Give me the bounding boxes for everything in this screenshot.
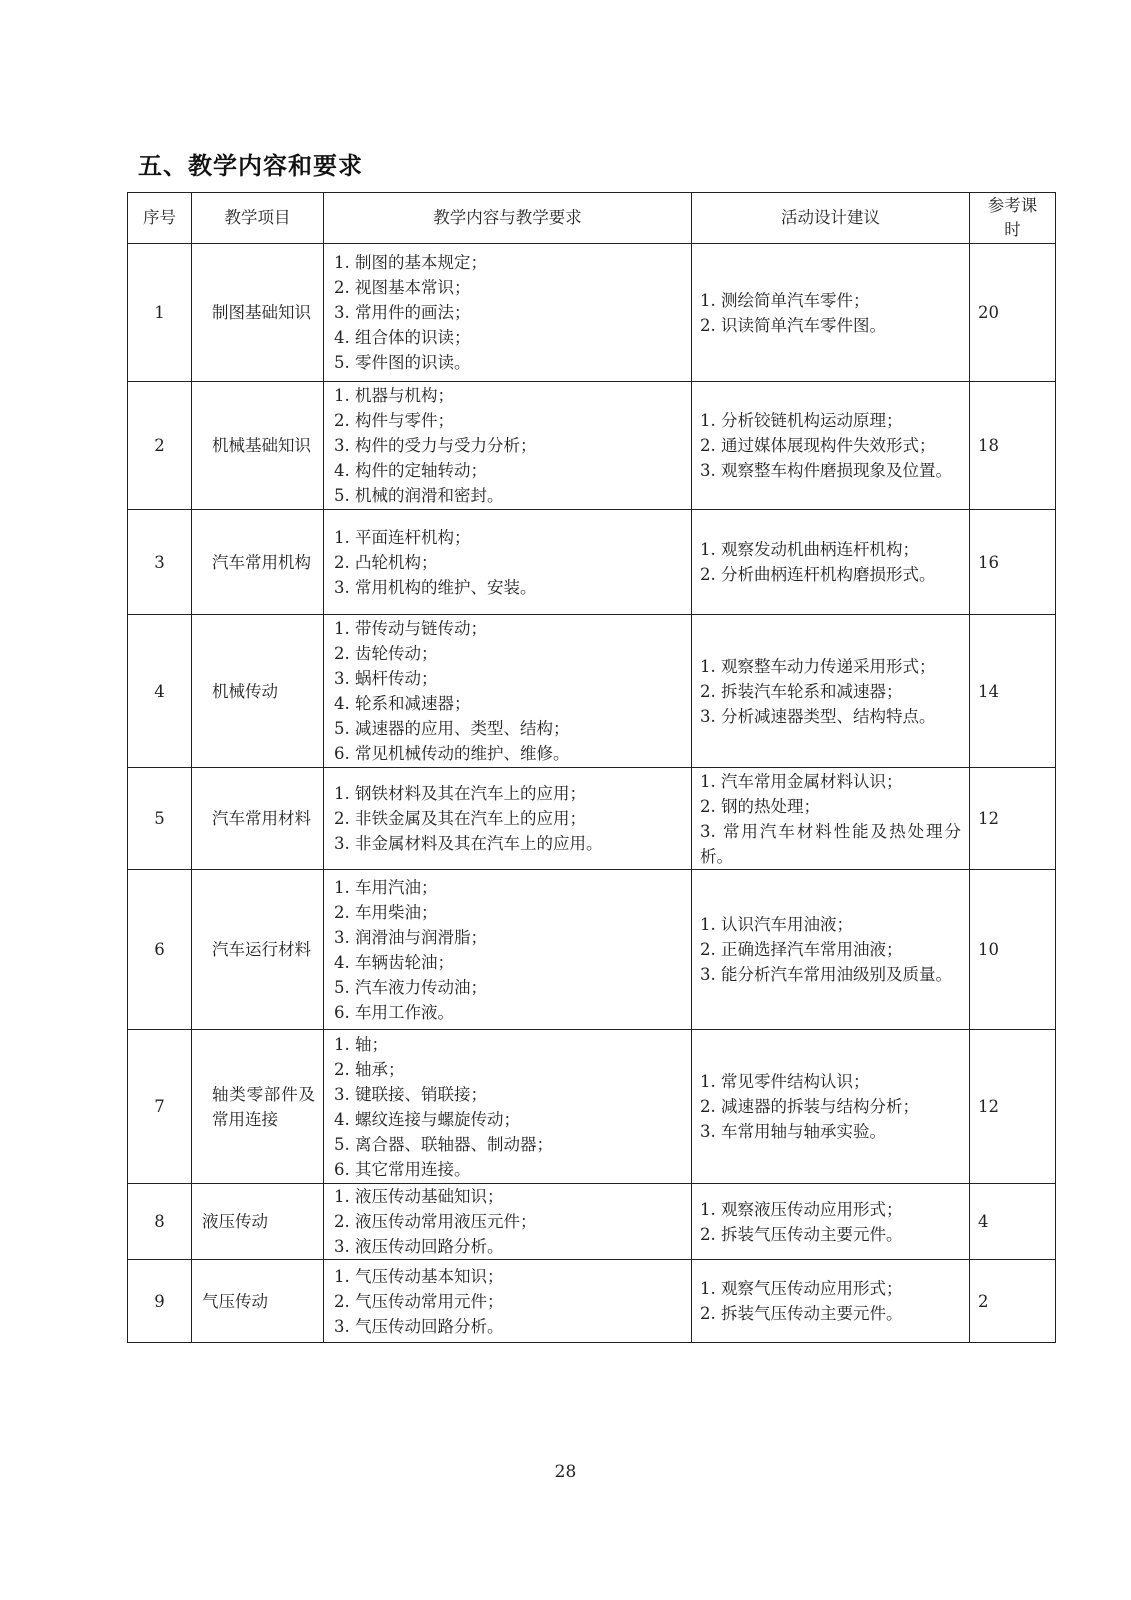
content-item: 6. 常见机械传动的维护、维修。 xyxy=(334,744,570,763)
content-item: 2. 气压传动常用元件； xyxy=(334,1291,504,1311)
table-header-row xyxy=(128,193,1056,244)
content-item: 3. 蜗杆传动； xyxy=(334,669,438,688)
content-item: 2. 齿轮传动； xyxy=(334,644,438,663)
activity-item: 2. 分析曲柄连杆机构磨损形式。 xyxy=(700,565,936,584)
table-row xyxy=(128,382,1056,510)
header-no: 序号 xyxy=(128,193,192,244)
content-item: 1. 机器与机构； xyxy=(334,386,454,405)
activity-item: 3. 车常用轴与轴承实验。 xyxy=(700,1122,886,1141)
table-row xyxy=(128,615,1056,768)
table-row xyxy=(128,1030,1056,1184)
activities-cell xyxy=(692,768,970,870)
content-cell xyxy=(324,1260,692,1343)
content-cell xyxy=(324,870,692,1030)
activity-item: 1. 观察整车动力传递采用形式； xyxy=(700,656,936,676)
content-cell xyxy=(324,1184,692,1260)
content-cell xyxy=(324,510,692,615)
content-cell xyxy=(324,1030,692,1184)
teaching-item: 机械传动 xyxy=(192,615,324,768)
row-number: 6 xyxy=(128,870,192,1030)
content-item: 4. 组合体的识读； xyxy=(334,328,471,347)
content-item: 2. 车用柴油； xyxy=(334,902,438,922)
header-content: 教学内容与教学要求 xyxy=(324,193,692,244)
activity-item: 2. 正确选择汽车常用油液； xyxy=(700,940,903,959)
content-item: 1. 气压传动基本知识； xyxy=(334,1266,504,1286)
header-item: 教学项目 xyxy=(192,193,324,244)
teaching-item: 汽车常用机构 xyxy=(192,510,324,615)
page-number: 28 xyxy=(554,1462,577,1482)
content-cell xyxy=(324,244,692,382)
content-item: 5. 机械的润滑和密封。 xyxy=(334,486,504,505)
content-item: 2. 轴承； xyxy=(334,1059,405,1079)
header-hours: 参考课时 xyxy=(970,193,1056,244)
content-item: 1. 液压传动基础知识； xyxy=(334,1187,504,1206)
activities-cell xyxy=(692,244,970,382)
content-item: 3. 键联接、销联接； xyxy=(334,1084,487,1104)
activity-item: 2. 拆装气压传动主要元件。 xyxy=(700,1304,903,1323)
row-number: 4 xyxy=(128,615,192,768)
table-row xyxy=(128,1184,1056,1260)
teaching-item: 气压传动 xyxy=(192,1260,324,1343)
content-item: 5. 汽车液力传动油； xyxy=(334,977,487,997)
activity-item: 2. 拆装气压传动主要元件。 xyxy=(700,1224,903,1244)
content-item: 4. 构件的定轴转动； xyxy=(334,461,487,480)
row-number: 7 xyxy=(128,1030,192,1184)
teaching-item: 液压传动 xyxy=(192,1184,324,1260)
activity-item: 2. 识读简单汽车零件图。 xyxy=(700,315,886,335)
content-cell xyxy=(324,382,692,510)
hours-cell: 14 xyxy=(970,615,1056,768)
activity-item: 3. 观察整车构件磨损现象及位置。 xyxy=(700,461,952,480)
row-number: 3 xyxy=(128,510,192,615)
activity-item: 1. 测绘简单汽车零件； xyxy=(700,290,870,310)
activity-item: 1. 认识汽车用油液； xyxy=(700,915,853,934)
activity-item: 1. 观察发动机曲柄连杆机构； xyxy=(700,540,919,559)
activities-cell xyxy=(692,510,970,615)
content-item: 4. 车辆齿轮油； xyxy=(334,952,454,972)
table-row xyxy=(128,510,1056,615)
activities-cell xyxy=(692,1030,970,1184)
activity-item: 2. 钢的热处理； xyxy=(700,796,820,816)
content-item: 3. 常用件的画法； xyxy=(334,303,471,322)
content-item: 3. 非金属材料及其在汽车上的应用。 xyxy=(334,834,603,853)
activities-cell xyxy=(692,382,970,510)
table-row xyxy=(128,870,1056,1030)
content-item: 3. 润滑油与润滑脂； xyxy=(334,927,487,947)
content-item: 2. 液压传动常用液压元件； xyxy=(334,1212,537,1231)
section-title: 五、教学内容和要求 xyxy=(138,152,363,180)
hours-cell: 12 xyxy=(970,768,1056,870)
content-item: 5. 零件图的识读。 xyxy=(334,353,471,372)
activity-item: 1. 汽车常用金属材料认识； xyxy=(700,771,903,791)
teaching-item: 汽车常用材料 xyxy=(192,768,324,870)
row-number: 9 xyxy=(128,1260,192,1343)
activity-item: 3. 能分析汽车常用油级别及质量。 xyxy=(700,965,952,984)
content-item: 4. 轮系和减速器； xyxy=(334,694,471,713)
teaching-item: 轴类零部件及常用连接 xyxy=(192,1030,324,1184)
hours-cell: 4 xyxy=(970,1184,1056,1260)
row-number: 8 xyxy=(128,1184,192,1260)
content-cell xyxy=(324,768,692,870)
header-activities: 活动设计建议 xyxy=(692,193,970,244)
activity-item: 2. 减速器的拆装与结构分析； xyxy=(700,1097,919,1116)
content-item: 4. 螺纹连接与螺旋传动； xyxy=(334,1109,520,1129)
row-number: 5 xyxy=(128,768,192,870)
activity-item: 2. 拆装汽车轮系和减速器； xyxy=(700,681,903,701)
content-item: 1. 车用汽油； xyxy=(334,877,438,897)
content-item: 1. 带传动与链传动； xyxy=(334,619,487,638)
content-item: 2. 构件与零件； xyxy=(334,411,454,430)
content-item: 2. 非铁金属及其在汽车上的应用； xyxy=(334,809,586,828)
content-item: 2. 凸轮机构； xyxy=(334,552,438,572)
hours-cell: 12 xyxy=(970,1030,1056,1184)
content-cell xyxy=(324,615,692,768)
content-item: 2. 视图基本常识； xyxy=(334,278,471,297)
content-item: 5. 减速器的应用、类型、结构； xyxy=(334,719,570,738)
activity-item: 1. 观察气压传动应用形式； xyxy=(700,1279,903,1298)
content-item: 1. 制图的基本规定； xyxy=(334,253,487,272)
hours-cell: 20 xyxy=(970,244,1056,382)
row-number: 2 xyxy=(128,382,192,510)
activity-item: 3. 分析减速器类型、结构特点。 xyxy=(700,706,936,726)
hours-cell: 16 xyxy=(970,510,1056,615)
activities-cell xyxy=(692,1184,970,1260)
teaching-item: 制图基础知识 xyxy=(192,244,324,382)
content-item: 1. 轴； xyxy=(334,1034,388,1054)
hours-cell: 18 xyxy=(970,382,1056,510)
content-item: 6. 其它常用连接。 xyxy=(334,1159,471,1179)
content-item: 1. 平面连杆机构； xyxy=(334,527,471,547)
teaching-item: 机械基础知识 xyxy=(192,382,324,510)
activities-cell xyxy=(692,870,970,1030)
activities-cell xyxy=(692,1260,970,1343)
content-item: 5. 离合器、联轴器、制动器； xyxy=(334,1134,553,1154)
hours-cell: 10 xyxy=(970,870,1056,1030)
content-item: 3. 构件的受力与受力分析； xyxy=(334,436,537,455)
table-row xyxy=(128,1260,1056,1343)
table-row xyxy=(128,768,1056,870)
content-item: 6. 车用工作液。 xyxy=(334,1002,454,1022)
hours-cell: 2 xyxy=(970,1260,1056,1343)
activity-item: 1. 常见零件结构认识； xyxy=(700,1072,870,1091)
activities-cell xyxy=(692,615,970,768)
teaching-content-table xyxy=(127,192,1056,1343)
content-item: 3. 常用机构的维护、安装。 xyxy=(334,577,537,597)
activity-item: 1. 分析铰链机构运动原理； xyxy=(700,411,903,430)
activity-item: 3. 常用汽车材料性能及热处理分析。 xyxy=(700,821,961,866)
teaching-item: 汽车运行材料 xyxy=(192,870,324,1030)
content-item: 3. 气压传动回路分析。 xyxy=(334,1316,504,1336)
activity-item: 2. 通过媒体展现构件失效形式； xyxy=(700,436,936,455)
content-item: 3. 液压传动回路分析。 xyxy=(334,1237,504,1256)
row-number: 1 xyxy=(128,244,192,382)
activity-item: 1. 观察液压传动应用形式； xyxy=(700,1199,903,1219)
content-item: 1. 钢铁材料及其在汽车上的应用； xyxy=(334,784,586,803)
table-row xyxy=(128,244,1056,382)
